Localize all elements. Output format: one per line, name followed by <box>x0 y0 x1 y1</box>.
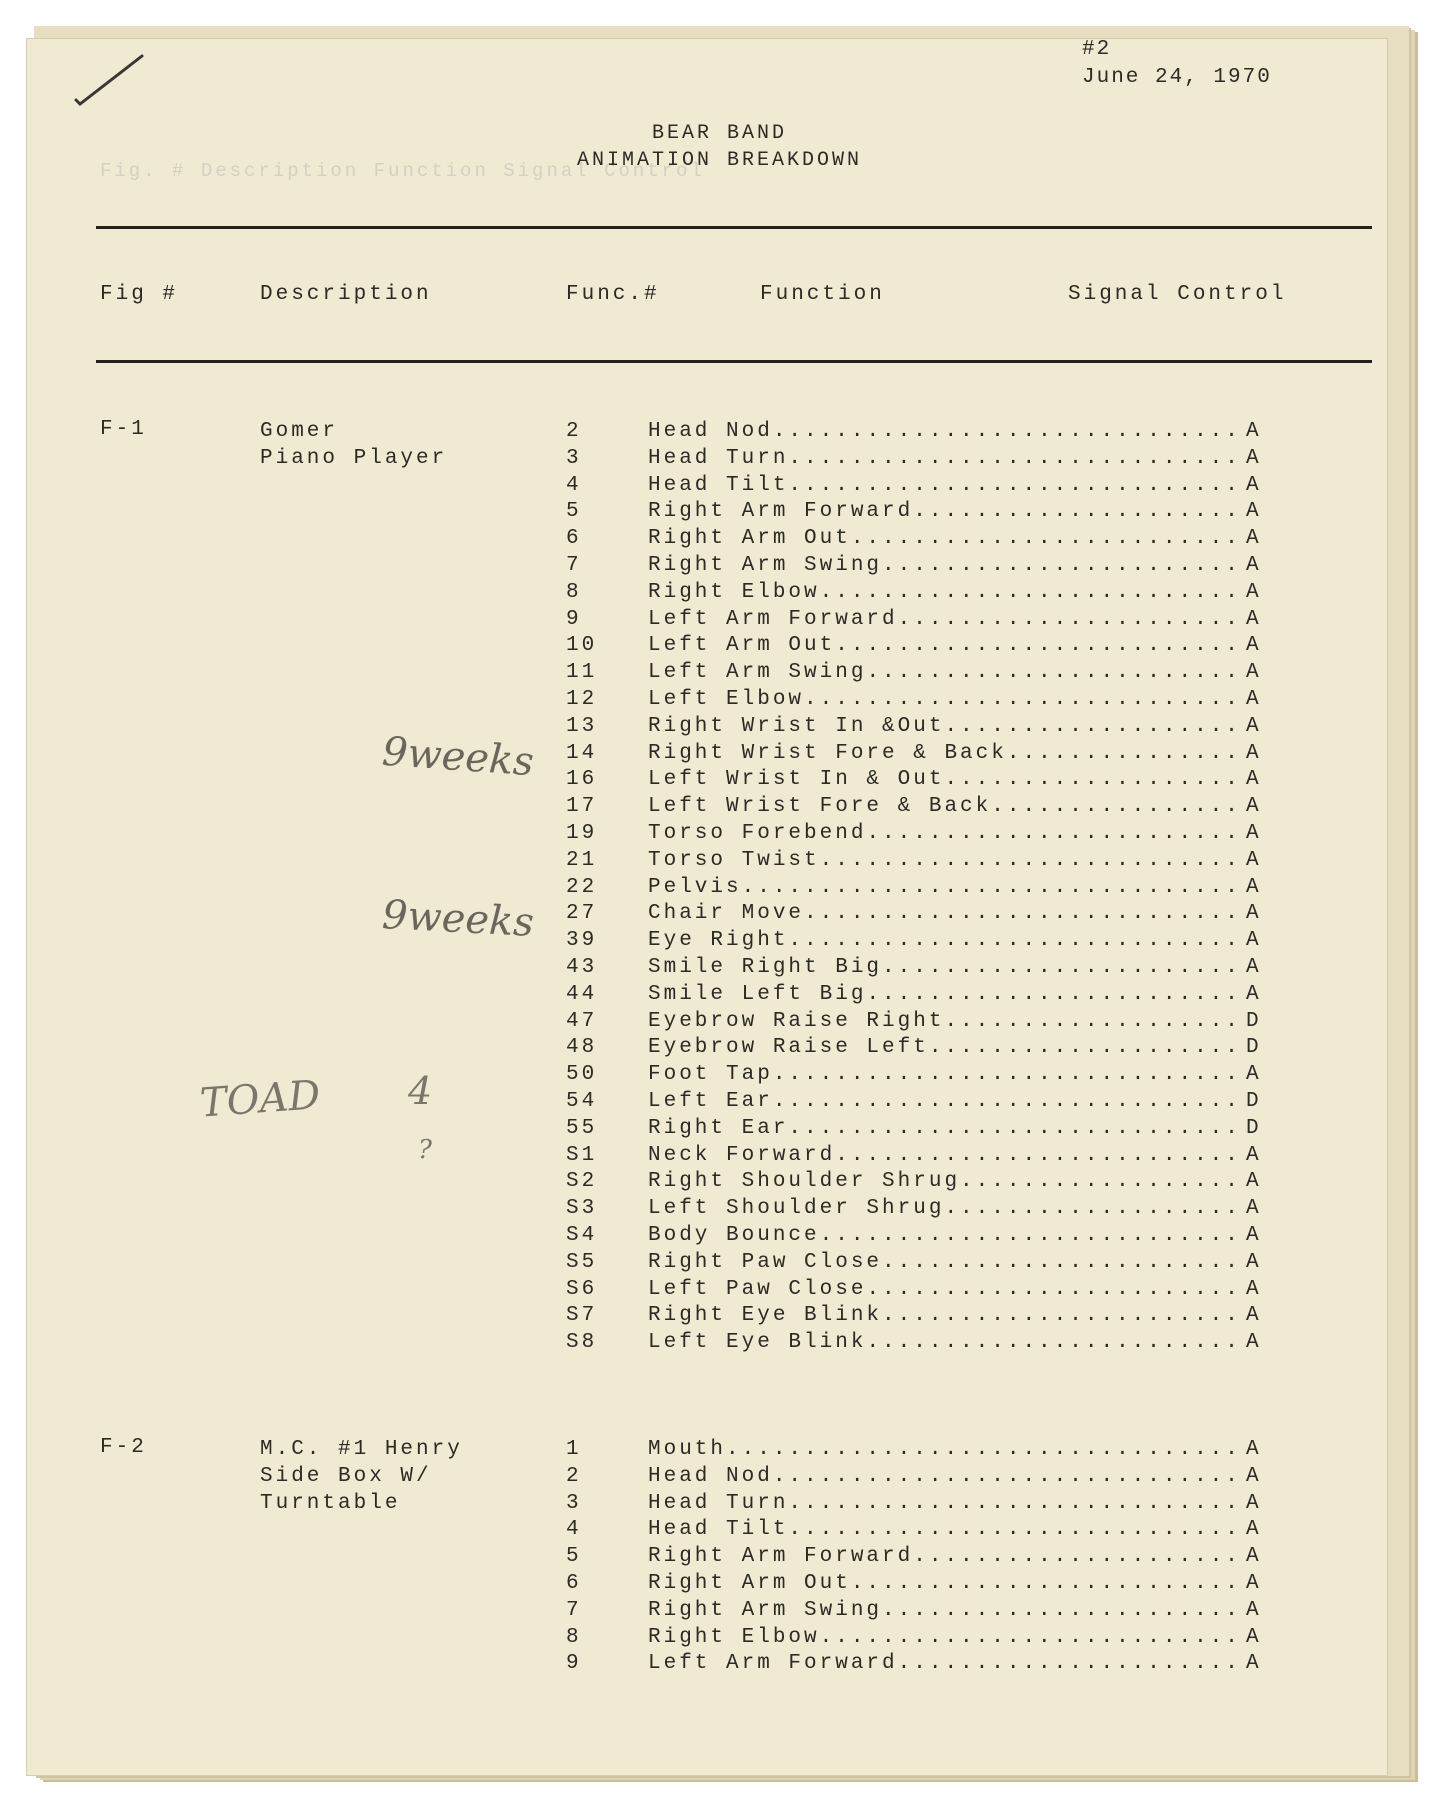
signal-control: A <box>1246 1331 1262 1355</box>
function-row <box>0 900 1439 927</box>
function-number: 9 <box>566 607 582 631</box>
function-name <box>648 1088 1246 1115</box>
signal-control: A <box>1246 446 1262 470</box>
leader-dots <box>913 500 1246 523</box>
function-label: Mouth <box>648 1438 727 1461</box>
signal-control: A <box>1246 634 1262 658</box>
signal-control: A <box>1246 661 1262 685</box>
description-line: Gomer <box>260 420 339 443</box>
leader-dots <box>882 956 1246 979</box>
function-name <box>648 1463 1246 1490</box>
signal-control: A <box>1246 1652 1262 1676</box>
leader-dots <box>773 420 1246 443</box>
function-name <box>648 472 1246 499</box>
function-label: Right Arm Out <box>648 527 851 551</box>
function-row <box>0 766 1439 793</box>
function-label: Head Turn <box>648 1491 789 1515</box>
handwritten-note <box>378 718 548 793</box>
bleed-through-text: Fig. # Description Function Signal Control <box>100 160 705 182</box>
leader-dots <box>898 1652 1246 1675</box>
function-label: Smile Left Big <box>648 982 867 1006</box>
function-name <box>648 1302 1246 1329</box>
leader-dots <box>804 688 1246 711</box>
function-label: Right Arm Swing <box>648 1598 883 1622</box>
leader-dots <box>866 983 1246 1006</box>
leader-dots <box>866 1331 1246 1354</box>
handwritten-text: TOAD <box>198 1072 322 1127</box>
function-number: 19 <box>566 822 598 845</box>
function-number: 12 <box>566 688 598 711</box>
signal-control: D <box>1246 1036 1262 1060</box>
function-row <box>0 1195 1439 1222</box>
signal-control: A <box>1246 875 1262 899</box>
handwritten-note <box>378 880 548 955</box>
function-number: 4 <box>566 473 582 497</box>
function-label: Left Paw Close <box>648 1277 867 1301</box>
fig-id: F-2 <box>100 1436 147 1459</box>
description-line: Turntable <box>260 1492 401 1515</box>
function-number: 3 <box>566 1491 582 1515</box>
column-header-function: Function <box>760 283 885 306</box>
function-label: Left Ear <box>648 1090 773 1113</box>
function-label: Right Arm Forward <box>648 500 914 524</box>
leader-dots <box>804 902 1246 925</box>
signal-control: A <box>1246 1143 1262 1167</box>
function-name <box>648 740 1246 767</box>
function-row <box>0 1329 1439 1356</box>
signal-control: A <box>1246 1625 1262 1649</box>
signal-control: A <box>1246 1063 1262 1087</box>
leader-dots <box>835 634 1246 657</box>
function-row <box>0 1222 1439 1249</box>
leader-dots <box>991 795 1246 818</box>
signal-control: A <box>1246 607 1262 631</box>
document-subtitle: ANIMATION BREAKDOWN <box>576 149 863 172</box>
function-number: 5 <box>566 1545 582 1569</box>
function-name <box>648 1329 1246 1356</box>
leader-dots <box>788 447 1246 470</box>
function-label: Right Elbow <box>648 580 820 604</box>
function-label: Right Arm Forward <box>648 1545 914 1569</box>
function-name <box>648 1142 1246 1169</box>
function-number: 14 <box>566 741 598 765</box>
leader-dots <box>898 608 1246 631</box>
function-name <box>648 1008 1246 1035</box>
fig-id: F-1 <box>100 418 147 441</box>
function-name <box>648 1650 1246 1677</box>
function-label: Head Nod <box>648 420 773 443</box>
function-row <box>0 552 1439 579</box>
signal-control: A <box>1246 1224 1262 1247</box>
signal-control: A <box>1246 1464 1262 1488</box>
function-number: S7 <box>566 1304 598 1328</box>
leader-dots <box>944 768 1246 791</box>
function-label: Left Arm Out <box>648 634 836 658</box>
function-row <box>0 498 1439 525</box>
function-number: S1 <box>566 1143 598 1167</box>
signal-control: A <box>1246 1304 1262 1328</box>
handwritten-note <box>414 1122 454 1177</box>
function-row <box>0 1624 1439 1651</box>
function-number: 47 <box>566 1009 598 1033</box>
function-number: 10 <box>566 634 598 658</box>
function-number: 43 <box>566 956 598 979</box>
handwritten-text: 4 <box>408 1069 433 1113</box>
function-label: Left Arm Forward <box>648 1652 898 1676</box>
page-number: #2 <box>1082 38 1112 61</box>
function-label: Right Arm Out <box>648 1572 851 1595</box>
function-number: 39 <box>566 929 598 953</box>
function-row <box>0 1570 1439 1597</box>
function-name <box>648 606 1246 633</box>
function-number: 9 <box>566 1652 582 1676</box>
handwritten-text: 9weeks <box>380 892 535 946</box>
leader-dots <box>773 1090 1246 1113</box>
function-label: Body Bounce <box>648 1224 820 1247</box>
function-label: Left Wrist In & Out <box>648 768 945 792</box>
leader-dots <box>788 929 1246 952</box>
signal-control: A <box>1246 420 1262 443</box>
function-label: Right Elbow <box>648 1625 820 1649</box>
check-mark-icon <box>70 52 150 112</box>
function-label: Right Arm Swing <box>648 554 883 577</box>
function-name <box>648 445 1246 472</box>
description-line: Side Box W/ <box>260 1465 432 1488</box>
function-name <box>648 820 1246 847</box>
function-number: S3 <box>566 1197 598 1221</box>
function-name <box>648 1490 1246 1517</box>
leader-dots <box>882 1599 1246 1622</box>
function-number: 1 <box>566 1438 582 1461</box>
leader-dots <box>820 581 1246 604</box>
leader-dots <box>820 1626 1246 1649</box>
function-number: 2 <box>566 420 582 443</box>
function-name <box>648 954 1246 981</box>
function-number: 21 <box>566 848 598 872</box>
function-number: 4 <box>566 1518 582 1542</box>
description-line: M.C. #1 Henry <box>260 1438 463 1461</box>
leader-dots <box>788 1492 1246 1515</box>
function-row <box>0 981 1439 1008</box>
function-name <box>648 686 1246 713</box>
leader-dots <box>944 715 1246 738</box>
function-row <box>0 525 1439 552</box>
page-header <box>1082 36 1272 92</box>
function-name <box>648 793 1246 820</box>
handwritten-text: ? <box>418 1135 432 1165</box>
function-row <box>0 927 1439 954</box>
header-rule <box>96 360 1372 363</box>
signal-control: A <box>1246 1518 1262 1542</box>
column-header-signal: Signal Control <box>1068 283 1287 306</box>
function-row <box>0 820 1439 847</box>
function-number: 5 <box>566 500 582 524</box>
description-line: Piano Player <box>260 447 448 470</box>
leader-dots <box>882 1304 1246 1327</box>
function-name <box>648 1570 1246 1597</box>
function-number: 55 <box>566 1116 598 1140</box>
leader-dots <box>944 1010 1246 1033</box>
signal-control: A <box>1246 956 1262 979</box>
function-number: 16 <box>566 768 598 792</box>
function-number: 7 <box>566 1598 582 1622</box>
signal-control: A <box>1246 580 1262 604</box>
function-number: 11 <box>566 661 598 685</box>
function-row <box>0 1543 1439 1570</box>
function-label: Pelvis <box>648 875 742 899</box>
function-label: Right Eye Blink <box>648 1304 883 1328</box>
function-row <box>0 659 1439 686</box>
signal-control: A <box>1246 1277 1262 1301</box>
function-label: Left Eye Blink <box>648 1331 867 1355</box>
function-row <box>0 1276 1439 1303</box>
function-number: 54 <box>566 1090 598 1113</box>
function-row <box>0 579 1439 606</box>
column-header-func-no: Func.# <box>566 283 660 306</box>
signal-control: A <box>1246 1170 1262 1194</box>
function-name <box>648 847 1246 874</box>
signal-control: A <box>1246 1572 1262 1595</box>
signal-control: A <box>1246 500 1262 524</box>
function-name <box>648 418 1246 445</box>
function-name <box>648 981 1246 1008</box>
signal-control: A <box>1246 688 1262 711</box>
function-name <box>648 1249 1246 1276</box>
function-number: 13 <box>566 714 598 738</box>
signal-control: A <box>1246 1197 1262 1221</box>
function-row <box>0 847 1439 874</box>
function-row <box>0 686 1439 713</box>
function-label: Eyebrow Raise Right <box>648 1009 945 1033</box>
function-label: Eyebrow Raise Left <box>648 1036 929 1060</box>
function-name <box>648 1034 1246 1061</box>
function-row <box>0 1168 1439 1195</box>
function-label: Left Elbow <box>648 688 805 711</box>
function-number: 6 <box>566 1572 582 1595</box>
leader-dots <box>788 1518 1246 1541</box>
leader-dots <box>929 1036 1246 1059</box>
function-label: Right Ear <box>648 1116 789 1140</box>
signal-control: A <box>1246 795 1262 819</box>
function-name <box>648 1115 1246 1142</box>
function-row <box>0 606 1439 633</box>
function-number: 7 <box>566 554 582 577</box>
function-row <box>0 1302 1439 1329</box>
signal-control: D <box>1246 1090 1262 1113</box>
function-label: Torso Forebend <box>648 822 867 845</box>
leader-dots <box>773 1063 1246 1086</box>
signal-control: A <box>1246 1250 1262 1274</box>
signal-control: A <box>1246 822 1262 845</box>
function-row <box>0 632 1439 659</box>
leader-dots <box>882 1251 1246 1274</box>
function-name <box>648 632 1246 659</box>
leader-dots <box>866 1278 1246 1301</box>
function-row <box>0 445 1439 472</box>
document-date: June 24, 1970 <box>1082 66 1272 89</box>
leader-dots <box>866 822 1246 845</box>
function-label: Head Nod <box>648 1464 773 1488</box>
function-number: 8 <box>566 1625 582 1649</box>
function-label: Left Wrist Fore & Back <box>648 795 992 819</box>
function-name <box>648 1276 1246 1303</box>
function-row <box>0 954 1439 981</box>
leader-dots <box>851 527 1246 550</box>
function-number: S4 <box>566 1224 598 1247</box>
handwritten-note <box>196 1060 346 1135</box>
function-name <box>648 927 1246 954</box>
function-label: Right Shoulder Shrug <box>648 1170 961 1194</box>
function-name <box>648 1597 1246 1624</box>
top-rule <box>96 226 1372 229</box>
function-row <box>0 1249 1439 1276</box>
function-name <box>648 766 1246 793</box>
signal-control: D <box>1246 1116 1262 1140</box>
signal-control: A <box>1246 741 1262 765</box>
function-label: Head Tilt <box>648 1518 789 1542</box>
function-label: Chair Move <box>648 902 805 926</box>
leader-dots <box>788 474 1246 497</box>
function-name <box>648 659 1246 686</box>
function-number: 8 <box>566 580 582 604</box>
function-row <box>0 1650 1439 1677</box>
function-number: 3 <box>566 446 582 470</box>
signal-control: A <box>1246 768 1262 792</box>
signal-control: A <box>1246 1545 1262 1569</box>
function-name <box>648 552 1246 579</box>
function-row <box>0 1436 1439 1463</box>
function-number: 44 <box>566 982 598 1006</box>
function-row <box>0 874 1439 901</box>
function-row <box>0 740 1439 767</box>
function-name <box>648 713 1246 740</box>
signal-control: D <box>1246 1009 1262 1033</box>
leader-dots <box>1007 742 1246 765</box>
document-title: BEAR BAND <box>651 122 788 145</box>
function-row <box>0 472 1439 499</box>
leader-dots <box>788 1117 1246 1140</box>
function-label: Head Turn <box>648 446 789 470</box>
function-label: Left Arm Forward <box>648 607 898 631</box>
function-row <box>0 418 1439 445</box>
function-number: S5 <box>566 1250 598 1274</box>
function-row <box>0 1142 1439 1169</box>
leader-dots <box>742 876 1246 899</box>
leader-dots <box>726 1438 1246 1461</box>
signal-control: A <box>1246 554 1262 577</box>
column-header-fig: Fig # <box>100 283 179 306</box>
function-label: Right Wrist Fore & Back <box>648 741 1007 765</box>
function-name <box>648 1543 1246 1570</box>
function-number: 27 <box>566 902 598 926</box>
function-row <box>0 793 1439 820</box>
function-label: Torso Twist <box>648 848 820 872</box>
leader-dots <box>851 1572 1246 1595</box>
function-name <box>648 1168 1246 1195</box>
function-row <box>0 1034 1439 1061</box>
function-row <box>0 1597 1439 1624</box>
function-label: Left Shoulder Shrug <box>648 1197 945 1221</box>
function-row <box>0 713 1439 740</box>
function-label: Foot Tap <box>648 1063 773 1087</box>
function-label: Eye Right <box>648 929 789 953</box>
function-name <box>648 1222 1246 1249</box>
signal-control: A <box>1246 982 1262 1006</box>
function-name <box>648 579 1246 606</box>
function-name <box>648 525 1246 552</box>
function-number: 48 <box>566 1036 598 1060</box>
function-name <box>648 900 1246 927</box>
function-name <box>648 1195 1246 1222</box>
handwritten-note <box>402 1060 452 1125</box>
function-number: S6 <box>566 1277 598 1301</box>
function-number: 22 <box>566 875 598 899</box>
signal-control: A <box>1246 1491 1262 1515</box>
function-label: Head Tilt <box>648 473 789 497</box>
handwritten-text: 9weeks <box>380 728 536 786</box>
function-label: Right Paw Close <box>648 1250 883 1274</box>
signal-control: A <box>1246 527 1262 551</box>
signal-control: A <box>1246 902 1262 926</box>
function-number: 17 <box>566 795 598 819</box>
function-label: Right Wrist In &Out <box>648 714 945 738</box>
function-name <box>648 498 1246 525</box>
leader-dots <box>820 849 1246 872</box>
function-row <box>0 1516 1439 1543</box>
signal-control: A <box>1246 1598 1262 1622</box>
function-name <box>648 1436 1246 1463</box>
leader-dots <box>835 1144 1246 1167</box>
function-label: Smile Right Big <box>648 956 883 979</box>
function-number: 6 <box>566 527 582 551</box>
function-name <box>648 874 1246 901</box>
leader-dots <box>913 1545 1246 1568</box>
function-row <box>0 1008 1439 1035</box>
function-number: 50 <box>566 1063 598 1087</box>
function-row <box>0 1490 1439 1517</box>
leader-dots <box>960 1170 1246 1193</box>
function-label: Neck Forward <box>648 1143 836 1167</box>
leader-dots <box>820 1224 1246 1247</box>
function-label: Left Arm Swing <box>648 661 867 685</box>
leader-dots <box>773 1465 1246 1488</box>
function-row <box>0 1463 1439 1490</box>
signal-control: A <box>1246 714 1262 738</box>
function-name <box>648 1061 1246 1088</box>
function-number: S2 <box>566 1170 598 1194</box>
function-name <box>648 1624 1246 1651</box>
signal-control: A <box>1246 473 1262 497</box>
function-number: 2 <box>566 1464 582 1488</box>
signal-control: A <box>1246 1438 1262 1461</box>
function-name <box>648 1516 1246 1543</box>
signal-control: A <box>1246 848 1262 872</box>
column-header-description: Description <box>260 283 432 306</box>
leader-dots <box>882 554 1246 577</box>
function-number: S8 <box>566 1331 598 1355</box>
leader-dots <box>944 1197 1246 1220</box>
signal-control: A <box>1246 929 1262 953</box>
leader-dots <box>866 661 1246 684</box>
